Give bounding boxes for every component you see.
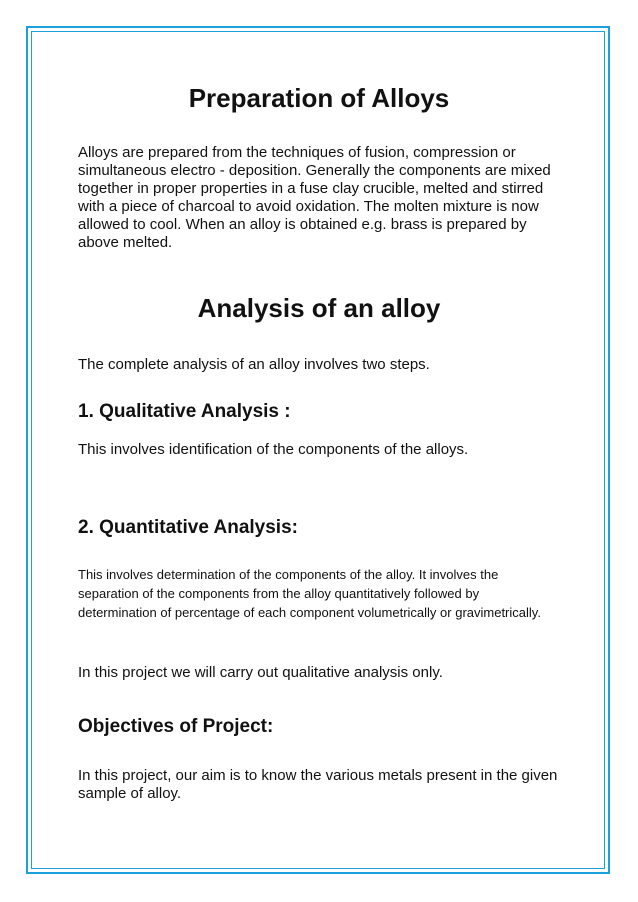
paragraph-qualitative: This involves identification of the components of the alloys. [78,441,469,458]
paragraph-analysis-intro: The complete analysis of an alloy involves two steps. [78,356,430,373]
heading-quantitative-analysis: 2. Quantitative Analysis: [78,517,298,538]
paragraph-project-scope: In this project we will carry out qualitative analysis only. [78,664,443,681]
paragraph-preparation: Alloys are prepared from the techniques of fusion, compression or simultaneous electro - deposition. Generally the components are mixed together in proper properties in a fuse clay crucible, melted and stirred with a piece of charcoal to avoid oxidation. The molten mixture is now allowed to cool. When an alloy is obtained e.g. brass is prepared by above melted. [78,144,551,251]
title-preparation-of-alloys: Preparation of Alloys [188,83,450,113]
paragraph-objectives: In this project, our aim is to know the various metals present in the given sample of alloy. [78,767,558,802]
title-analysis-of-alloy: Analysis of an alloy [197,293,441,323]
paragraph-quantitative: This involves determination of the components of the alloy. It involves the separation of the components from the alloy quantitatively followed by determination of percentage of each component volumetrically or gravimetrically. [78,567,541,620]
heading-qualitative-analysis: 1. Qualitative Analysis : [78,401,291,422]
heading-objectives: Objectives of Project: [78,716,274,737]
